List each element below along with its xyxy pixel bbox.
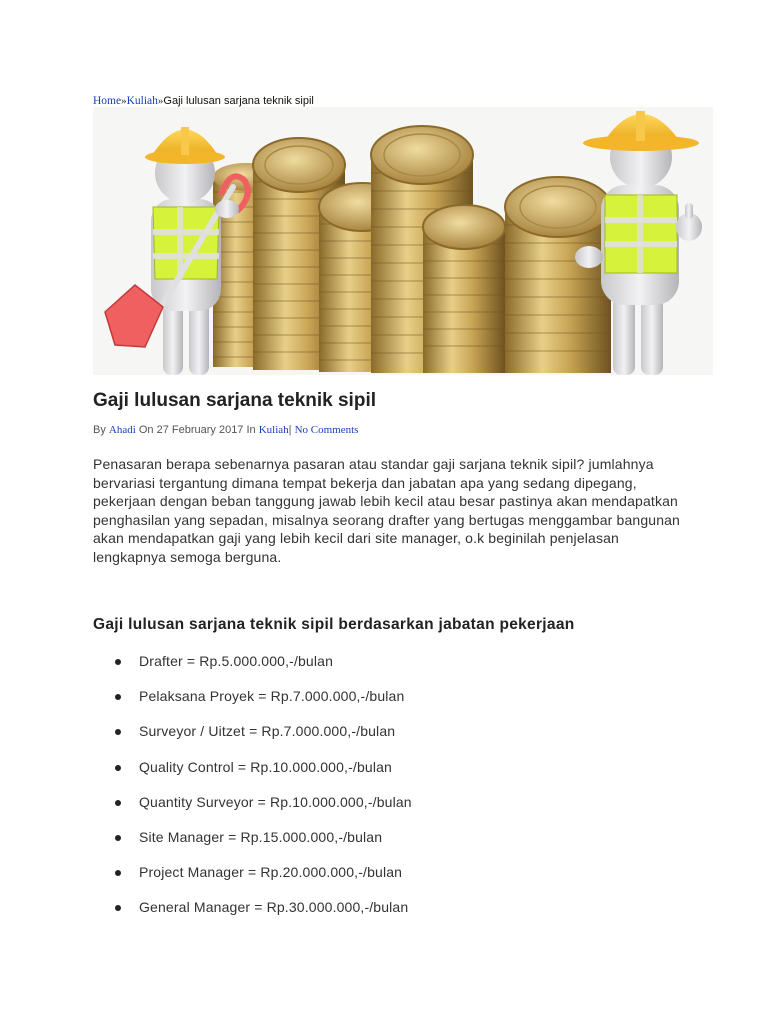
- bullet-icon: [115, 870, 121, 876]
- post-meta: [93, 424, 358, 436]
- bullet-icon: [115, 905, 121, 911]
- bullet-icon: [115, 694, 121, 700]
- breadcrumb-current: Gaji lulusan sarjana teknik sipil: [163, 95, 314, 107]
- list-item: [93, 758, 412, 793]
- bullet-icon: [115, 800, 121, 806]
- post-title: Gaji lulusan sarjana teknik sipil: [93, 390, 376, 411]
- list-item-text: Project Manager = Rp.20.000.000,-/bulan: [139, 864, 403, 881]
- breadcrumb-separator: »: [157, 95, 164, 107]
- list-item: [93, 652, 412, 687]
- list-item: [93, 687, 412, 722]
- meta-by-label: By: [93, 424, 106, 436]
- list-item: [93, 898, 412, 933]
- list-item-text: Site Manager = Rp.15.000.000,-/bulan: [139, 828, 383, 845]
- list-item-text: Pelaksana Proyek = Rp.7.000.000,-/bulan: [139, 688, 405, 705]
- intro-paragraph: Penasaran berapa sebenarnya pasaran atau standar gaji sarjana teknik sipil? jumlahnya bervariasi tergantung dimana tempat bekerja dan jabatan apa yang sedang dipegang, pekerjaan dengan beban tanggung jawab lebih kecil atau besar pastinya akan mendapatkan penghasilan yang sepadan, misalnya seorang drafter yang bertugas menggambar bangunan akan mendapatkan gaji yang lebih kecil dari site manager, o.k beginilah penjelasan lengkapnya semoga berguna.: [93, 456, 680, 565]
- bullet-icon: [115, 729, 121, 735]
- list-item-text: General Manager = Rp.30.000.000,-/bulan: [139, 899, 409, 916]
- meta-date: On 27 February 2017 In: [138, 424, 256, 436]
- author-link[interactable]: Ahadi: [108, 424, 136, 436]
- list-item-text: Surveyor / Uitzet = Rp.7.000.000,-/bulan: [139, 723, 396, 740]
- salary-list: [93, 652, 412, 934]
- category-link[interactable]: Kuliah: [258, 424, 289, 436]
- bullet-icon: [115, 765, 121, 771]
- list-item: [93, 863, 412, 898]
- bullet-icon: [115, 835, 121, 841]
- breadcrumb-home-link[interactable]: Home: [93, 95, 122, 107]
- list-item-text: Drafter = Rp.5.000.000,-/bulan: [139, 653, 334, 669]
- list-item: [93, 722, 412, 757]
- list-item: [93, 828, 412, 863]
- list-item-text: Quality Control = Rp.10.000.000,-/bulan: [139, 758, 392, 775]
- bullet-icon: [115, 659, 121, 665]
- breadcrumb-category-link[interactable]: Kuliah: [126, 95, 158, 107]
- hero-image: [93, 107, 713, 375]
- construction-workers-coins-illustration: [93, 107, 713, 375]
- comments-link[interactable]: No Comments: [294, 424, 359, 436]
- section-heading: Gaji lulusan sarjana teknik sipil berdasarkan jabatan pekerjaan: [93, 616, 575, 633]
- list-item-text: Quantity Surveyor = Rp.10.000.000,-/bulan: [139, 793, 412, 810]
- meta-divider: |: [288, 424, 292, 436]
- breadcrumb-separator: »: [121, 95, 127, 107]
- list-item: [93, 793, 412, 828]
